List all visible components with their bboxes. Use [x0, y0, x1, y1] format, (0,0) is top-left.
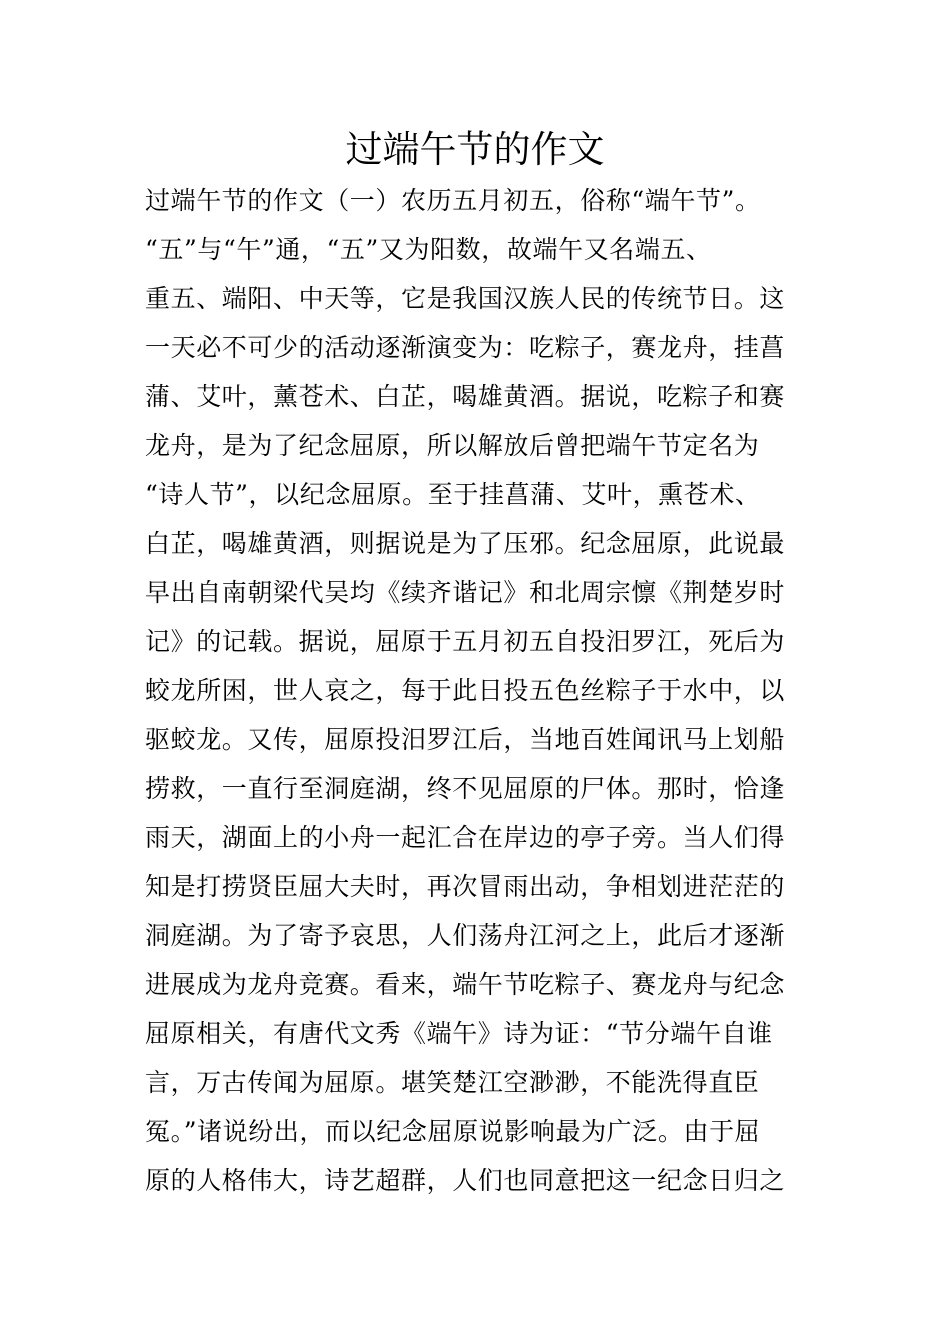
body-line: 记》的记载。据说，屈原于五月初五自投汨罗江，死后为 [145, 627, 786, 656]
body-line: 捞救，一直行至洞庭湖，终不见屈原的尸体。那时，恰逢 [145, 774, 786, 803]
body-line: 言，万古传闻为屈原。堪笑楚江空渺渺，不能洗得直臣 [145, 1068, 760, 1097]
body-line: “诗人节”，以纪念屈原。至于挂菖蒲、艾叶，熏苍术、 [145, 480, 761, 509]
body-line: 屈原相关，有唐代文秀《端午》诗为证：“节分端午自谁 [145, 1019, 773, 1048]
body-line: “五”与“午”通，“五”又为阳数，故端午又名端五、 [145, 235, 712, 264]
body-line: 龙舟，是为了纪念屈原，所以解放后曾把端午节定名为 [145, 431, 760, 460]
body-line: 知是打捞贤臣屈大夫时，再次冒雨出动，争相划进茫茫的 [145, 872, 786, 901]
body-line: 进展成为龙舟竞赛。看来，端午节吃粽子、赛龙舟与纪念 [145, 970, 786, 999]
body-line: 重五、端阳、中天等，它是我国汉族人民的传统节日。这 [145, 284, 786, 313]
document-body [145, 176, 825, 1205]
body-line: 驱蛟龙。又传，屈原投汨罗江后，当地百姓闻讯马上划船 [145, 725, 786, 754]
body-line: 早出自南朝梁代吴均《续齐谐记》和北周宗懔《荆楚岁时 [145, 578, 786, 607]
document-title: 过端午节的作文 [345, 128, 605, 171]
body-line: 蛟龙所困，世人哀之，每于此日投五色丝粽子于水中，以 [145, 676, 786, 705]
body-line: 蒲、艾叶，薰苍术、白芷，喝雄黄酒。据说，吃粽子和赛 [145, 382, 786, 411]
body-line: 一天必不可少的活动逐渐演变为：吃粽子，赛龙舟，挂菖 [145, 333, 786, 362]
body-line: 白芷，喝雄黄酒，则据说是为了压邪。纪念屈原，此说最 [145, 529, 786, 558]
body-line: 过端午节的作文（一）农历五月初五，俗称“端午节”。 [145, 186, 761, 215]
body-line: 冤。”诸说纷出，而以纪念屈原说影响最为广泛。由于屈 [145, 1117, 761, 1146]
body-line: 原的人格伟大，诗艺超群，人们也同意把这一纪念日归之 [145, 1166, 786, 1195]
body-line: 雨天，湖面上的小舟一起汇合在岸边的亭子旁。当人们得 [145, 823, 786, 852]
body-line: 洞庭湖。为了寄予哀思，人们荡舟江河之上，此后才逐渐 [145, 921, 786, 950]
